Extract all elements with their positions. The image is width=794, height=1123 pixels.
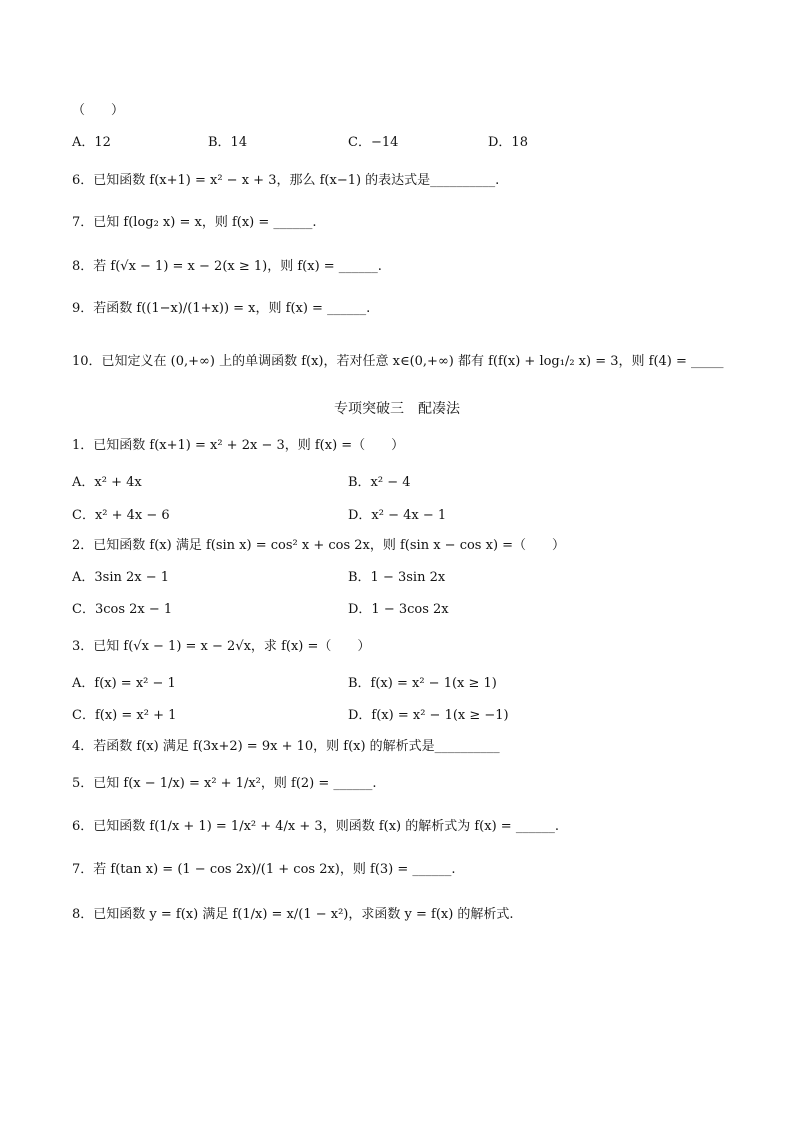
question-10: 10．已知定义在 (0,+∞) 上的单调函数 f(x)，若对任意 x∈(0,+∞) 都有 f(f(x) + log₁/₂ x) = 3，则 f(4) = _____ <box>72 354 724 369</box>
s3-q2-option-b: B．1 − 3sin 2x <box>348 570 446 585</box>
question-8: 8．若 f(√x − 1) = x − 2(x ≥ 1)，则 f(x) = ______. <box>72 259 382 274</box>
s3-q2-option-a: A．3sin 2x − 1 <box>72 570 170 585</box>
s3-q1-option-b: B．x² − 4 <box>348 475 411 490</box>
answer-parenthesis: （ ） <box>72 103 125 118</box>
question-6: 6．已知函数 f(x+1) = x² − x + 3，那么 f(x−1) 的表达式是__________. <box>72 173 500 188</box>
s3-q1-option-c: C．x² + 4x − 6 <box>72 508 170 523</box>
s3-q1-option-d: D．x² − 4x − 1 <box>348 508 447 523</box>
s3-question-7: 7．若 f(tan x) = (1 − cos 2x)/(1 + cos 2x)，则 f(3) = ______. <box>72 862 456 877</box>
s3-question-5: 5．已知 f(x − 1/x) = x² + 1/x²，则 f(2) = ______. <box>72 776 377 791</box>
s3-q3-option-b: B．f(x) = x² − 1(x ≥ 1) <box>348 676 497 691</box>
s3-q2-option-d: D．1 − 3cos 2x <box>348 602 449 617</box>
s3-q3-option-c: C．f(x) = x² + 1 <box>72 708 177 723</box>
option-b: B．14 <box>208 135 248 150</box>
option-d: D．18 <box>488 135 528 150</box>
s3-q1-option-a: A．x² + 4x <box>72 475 142 490</box>
s3-question-2: 2．已知函数 f(x) 满足 f(sin x) = cos² x + cos 2x，则 f(sin x − cos x) =（ ） <box>72 538 566 553</box>
s3-question-1: 1．已知函数 f(x+1) = x² + 2x − 3，则 f(x) =（ ） <box>72 438 405 453</box>
s3-q3-option-d: D．f(x) = x² − 1(x ≥ −1) <box>348 708 509 723</box>
section-title: 专项突破三 配凑法 <box>334 401 460 417</box>
option-c: C．−14 <box>348 135 399 150</box>
question-7: 7．已知 f(log₂ x) = x，则 f(x) = ______. <box>72 215 317 230</box>
s3-question-8: 8．已知函数 y = f(x) 满足 f(1/x) = x/(1 − x²)，求函数 y = f(x) 的解析式. <box>72 907 514 922</box>
s3-question-4: 4．若函数 f(x) 满足 f(3x+2) = 9x + 10，则 f(x) 的解析式是__________ <box>72 739 500 754</box>
s3-question-3: 3．已知 f(√x − 1) = x − 2√x，求 f(x) =（ ） <box>72 639 371 654</box>
s3-question-6: 6．已知函数 f(1/x + 1) = 1/x² + 4/x + 3，则函数 f(x) 的解析式为 f(x) = ______. <box>72 819 559 834</box>
s3-q2-option-c: C．3cos 2x − 1 <box>72 602 173 617</box>
s3-q3-option-a: A．f(x) = x² − 1 <box>72 676 176 691</box>
option-a: A．12 <box>72 135 111 150</box>
question-9: 9．若函数 f((1−x)/(1+x)) = x，则 f(x) = ______. <box>72 301 371 316</box>
